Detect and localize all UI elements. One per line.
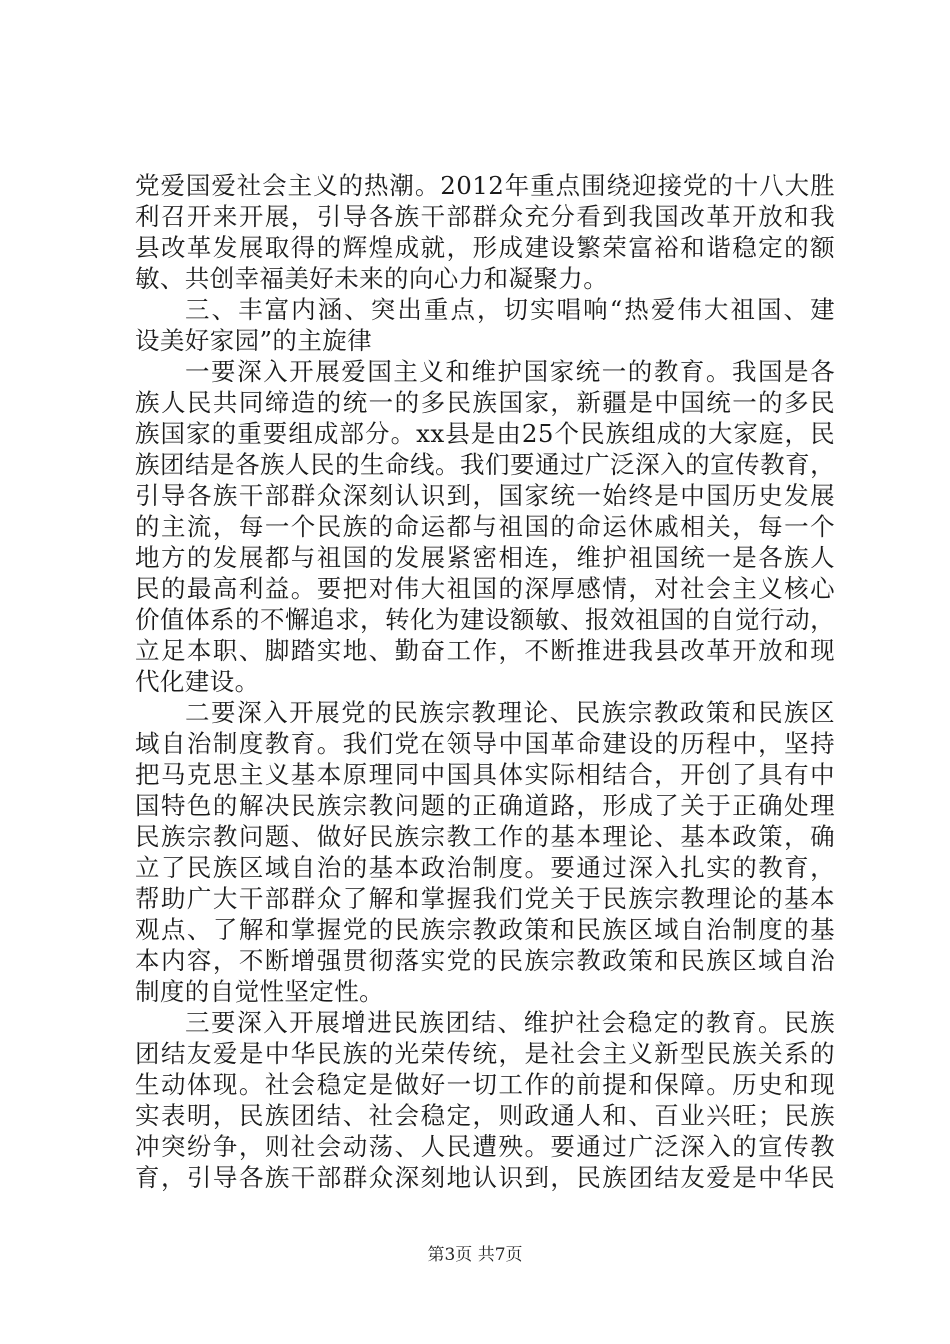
text-line: 利召开来开展，引导各族干部群众充分看到我国改革开放和我 — [135, 202, 835, 231]
text-line: 县改革发展取得的辉煌成就，形成建设繁荣富裕和谐稳定的额 — [135, 233, 835, 262]
text-line: 域自治制度教育。我们党在领导中国革命建设的历程中，坚持 — [135, 729, 835, 758]
text-line: 引导各族干部群众深刻认识到，国家统一始终是中国历史发展 — [135, 481, 835, 510]
text-line: 党爱国爱社会主义的热潮。2012年重点围绕迎接党的十八大胜 — [135, 171, 835, 200]
text-line: 制度的自觉性坚定性。 — [135, 977, 384, 1006]
text-line: 族团结是各族人民的生命线。我们要通过广泛深入的宣传教育， — [135, 450, 835, 479]
text-line: 价值体系的不懈追求，转化为建设额敏、报效祖国的自觉行动， — [135, 605, 835, 634]
text-line: 敏、共创幸福美好未来的向心力和凝聚力。 — [135, 264, 609, 293]
text-line: 民族宗教问题、做好民族宗教工作的基本理论、基本政策，确 — [135, 822, 835, 851]
text-line: 地方的发展都与祖国的发展紧密相连，维护祖国统一是各族人 — [135, 543, 835, 572]
text-line: 本内容，不断增强贯彻落实党的民族宗教政策和民族区域自治 — [135, 946, 835, 975]
text-line: 帮助广大干部群众了解和掌握我们党关于民族宗教理论的基本 — [135, 884, 835, 913]
text-line: 族国家的重要组成部分。xx县是由25个民族组成的大家庭，民 — [135, 419, 835, 448]
text-line: 团结友爱是中华民族的光荣传统，是社会主义新型民族关系的 — [135, 1039, 835, 1068]
text-line: 实表明，民族团结、社会稳定，则政通人和、百业兴旺；民族 — [135, 1101, 835, 1130]
text-line: 冲突纷争，则社会动荡、人民遭殃。要通过广泛深入的宣传教 — [135, 1132, 835, 1161]
text-line: 族人民共同缔造的统一的多民族国家，新疆是中国统一的多民 — [135, 388, 835, 417]
document-body — [135, 170, 835, 1193]
text-line: 生动体现。社会稳定是做好一切工作的前提和保障。历史和现 — [135, 1070, 835, 1099]
paragraph-start-line: 三要深入开展增进民族团结、维护社会稳定的教育。民族 — [185, 1008, 835, 1037]
text-line: 把马克思主义基本原理同中国具体实际相结合，开创了具有中 — [135, 760, 835, 789]
text-line: 代化建设。 — [135, 667, 260, 696]
text-line: 立了民族区域自治的基本政治制度。要通过深入扎实的教育， — [135, 853, 835, 882]
text-line: 国特色的解决民族宗教问题的正确道路，形成了关于正确处理 — [135, 791, 835, 820]
text-line: 立足本职、脚踏实地、勤奋工作，不断推进我县改革开放和现 — [135, 636, 835, 665]
text-line: 观点、了解和掌握党的民族宗教政策和民族区域自治制度的基 — [135, 915, 835, 944]
text-line: 民的最高利益。要把对伟大祖国的深厚感情，对社会主义核心 — [135, 574, 835, 603]
text-line: 的主流，每一个民族的命运都与祖国的命运休戚相关，每一个 — [135, 512, 835, 541]
text-line: 育，引导各族干部群众深刻地认识到，民族团结友爱是中华民 — [135, 1163, 835, 1192]
page-number-footer: 第3页 共7页 — [427, 1245, 523, 1265]
section-heading-line: 设美好家园”的主旋律 — [135, 326, 373, 355]
paragraph-start-line: 二要深入开展党的民族宗教理论、民族宗教政策和民族区 — [185, 698, 835, 727]
section-heading-line: 三、丰富内涵、突出重点，切实唱响“热爱伟大祖国、建 — [185, 295, 835, 324]
paragraph-start-line: 一要深入开展爱国主义和维护国家统一的教育。我国是各 — [185, 357, 835, 386]
